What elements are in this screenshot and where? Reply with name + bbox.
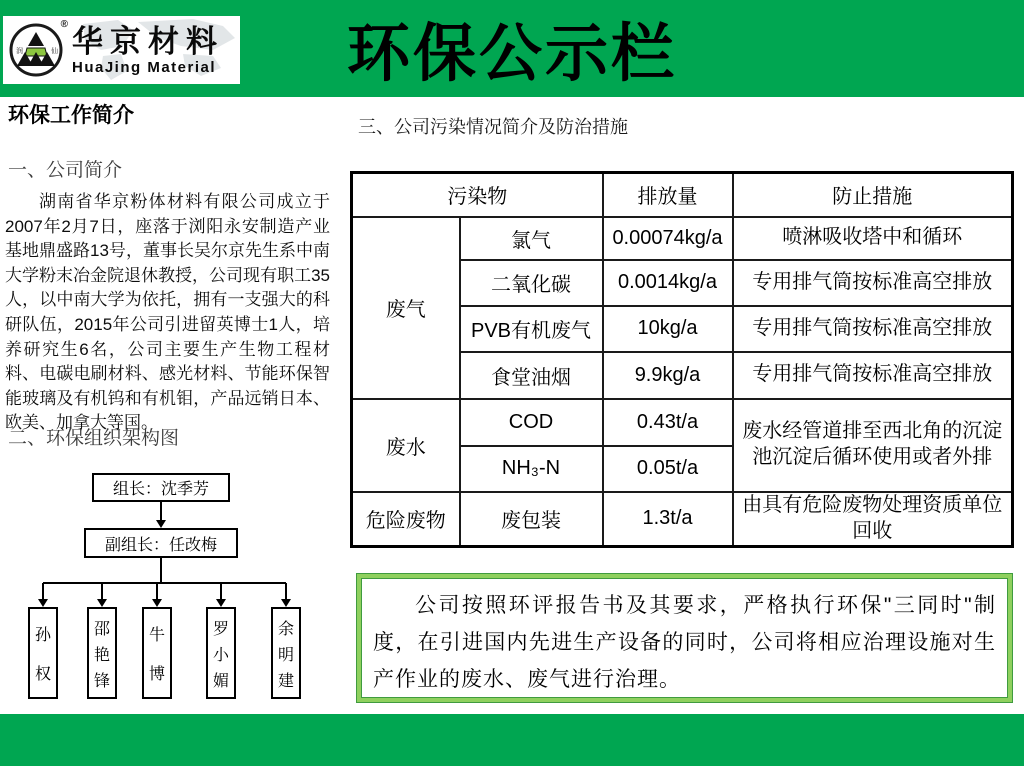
company-logo xyxy=(3,16,240,84)
amount-cell: 0.0014kg/a xyxy=(603,260,733,306)
header-bar xyxy=(0,0,1024,97)
table-row xyxy=(352,399,1013,446)
brand-name-cn: 华京材料 xyxy=(72,23,224,59)
org-member-box: 牛 博 xyxy=(142,607,172,699)
pollutant-cell: 废包装 xyxy=(460,492,603,547)
org-deputy-box: 副组长：任改梅 xyxy=(84,528,238,558)
pollutant-cell: 氯气 xyxy=(460,217,603,260)
org-member-box: 邵 艳 锋 xyxy=(87,607,117,699)
measure-cell: 专用排气筒按标准高空排放 xyxy=(733,352,1013,399)
amount-cell: 1.3t/a xyxy=(603,492,733,547)
emblem-icon xyxy=(8,21,66,79)
svg-text:润: 润 xyxy=(16,48,23,55)
pollutant-cell: PVB有机废气 xyxy=(460,306,603,352)
pollutant-cell: COD xyxy=(460,399,603,446)
org-member-box: 孙 权 xyxy=(28,607,58,699)
company-intro-paragraph: 湖南省华京粉体材料有限公司成立于2007年2月7日，座落于浏阳永安制造产业基地鼎盛路13号，董事长吴尔京先生系中南大学粉末冶金院退休教授，公司现有职工35人，以中南大学为依托，拥有一支强大的科研队伍，2015年公司引进留英博士1人，培养研究生6名，公司主要生产生物工程材料、电碳电刷材料、感光材料、节能环保智能玻璃及有机钨和有机钼，产品远销日本、欧美、加拿大等国。 xyxy=(5,192,330,433)
org-leader-box: 组长：沈季芳 xyxy=(92,473,230,502)
pollution-table xyxy=(350,171,1014,548)
group-cell: 废水 xyxy=(352,399,460,492)
footer-bar xyxy=(0,714,1024,766)
page-title: 环保公示栏 xyxy=(347,19,677,89)
amount-cell: 0.43t/a xyxy=(603,399,733,446)
org-chart xyxy=(0,460,332,708)
pollutant-cell: NH₃-N xyxy=(460,446,603,492)
brand-name-en: HuaJing Material xyxy=(72,58,217,76)
amount-cell: 10kg/a xyxy=(603,306,733,352)
group-cell: 废气 xyxy=(352,217,460,399)
col-header-measure: 防止措施 xyxy=(733,173,1013,217)
registered-mark: ® xyxy=(60,19,68,30)
amount-cell: 0.05t/a xyxy=(603,446,733,492)
pollutant-cell: 食堂油烟 xyxy=(460,352,603,399)
group-cell: 危险废物 xyxy=(352,492,460,547)
notice-box xyxy=(357,574,1012,702)
table-row xyxy=(352,492,1013,547)
org-member-box: 余 明 建 xyxy=(271,607,301,699)
brand-text xyxy=(72,23,224,76)
sidebar-heading: 环保工作简介 xyxy=(8,103,134,127)
amount-cell: 9.9kg/a xyxy=(603,352,733,399)
pollutant-cell: 二氧化碳 xyxy=(460,260,603,306)
amount-cell: 0.00074kg/a xyxy=(603,217,733,260)
col-header-pollutant: 污染物 xyxy=(352,173,603,217)
measure-cell: 废水经管道排至西北角的沉淀池沉淀后循环使用或者外排 xyxy=(733,399,1013,492)
svg-text:仙: 仙 xyxy=(51,48,58,55)
table-row xyxy=(352,217,1013,260)
org-member-box: 罗 小 媚 xyxy=(206,607,236,699)
section1-title: 一、公司简介 xyxy=(8,160,123,181)
section2-title: 二、环保组织架构图 xyxy=(8,428,180,449)
notice-text: 公司按照环评报告书及其要求，严格执行环保"三同时"制度，在引进国内先进生产设备的同时，公司将相应治理设施对生产作业的废水、废气进行治理。 xyxy=(373,594,996,691)
main-heading: 三、公司污染情况简介及防治措施 xyxy=(358,117,628,137)
measure-cell: 由具有危险废物处理资质单位回收 xyxy=(733,492,1013,547)
measure-cell: 专用排气筒按标准高空排放 xyxy=(733,260,1013,306)
col-header-amount: 排放量 xyxy=(603,173,733,217)
measure-cell: 专用排气筒按标准高空排放 xyxy=(733,306,1013,352)
measure-cell: 喷淋吸收塔中和循环 xyxy=(733,217,1013,260)
